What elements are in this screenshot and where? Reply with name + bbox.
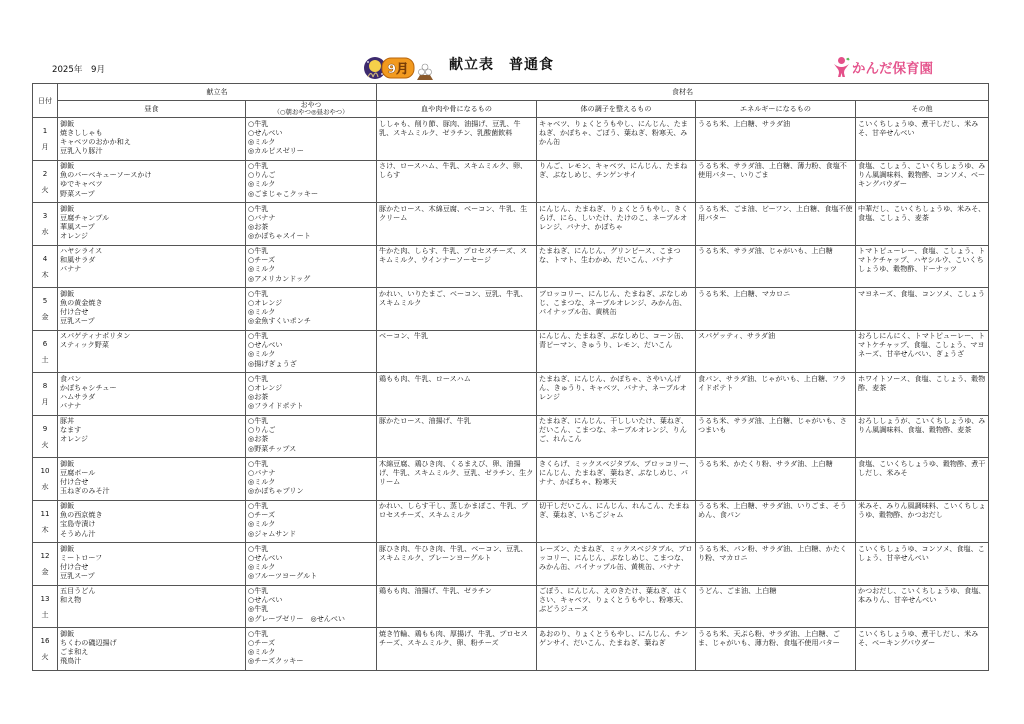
snack-item: ○牛乳 [248,628,269,638]
child-figure-logo-icon [833,56,850,78]
lunch-item: 焼きししゃも [60,127,103,137]
snack-item: ○チーズ [248,510,276,520]
weekday-label: 金 [41,312,49,322]
menu-row [33,543,989,586]
lunch-item: 御飯 [60,288,75,298]
lunch-item: 玉ねぎのみそ汁 [60,486,110,496]
lunch-item: 御飯 [60,543,75,553]
header-row [33,101,989,118]
snack-item: ○牛乳 [248,203,269,213]
menu-row [33,500,989,543]
ingredients-blood-meat-bone: かれい、いりたまご、ベーコン、豆乳、牛乳、スキムミルク [377,288,537,331]
lunch-item: スティック野菜 [60,340,109,350]
weekday-label: 水 [41,227,49,237]
snack-item: ◎お茶 [248,221,269,231]
snack-item: ◎ジャムサンド [248,528,297,538]
lunch-item: ちくわの磯辺揚げ [60,637,117,647]
header-menu-group: 献立名 [58,84,377,101]
snack-item: ○牛乳 [248,586,269,595]
badge-moon [369,60,381,72]
lunch-cell [58,330,246,373]
snack-item: ○せんべい [248,340,283,350]
ingredients-blood-meat-bone: 鶏もも肉、油揚げ、牛乳、ゼラチン [377,585,537,628]
ingredients-other: トマトピューレー、食塩、こしょう、トマトケチャップ、ハヤシルウ、こいくちしょうゆ、穀物酢、ドーナッツ [856,245,989,288]
date-number: 5 [42,296,48,306]
lunch-cell [58,245,246,288]
ingredients-blood-meat-bone: 豚かたロース、木綿豆腐、ベーコン、牛乳、生クリーム [377,203,537,246]
logo-text: かんだ保育園 [852,61,933,77]
lunch-item: オレンジ [60,434,89,444]
ingredients-other: 中華だし、こいくちしょうゆ、米みそ、食塩、こしょう、麦茶 [856,203,989,246]
date-number: 3 [42,211,48,221]
snack-item: ◎牛乳 [248,604,269,614]
lunch-item: 豚丼 [60,416,75,425]
snack-item: ○せんべい [248,595,283,605]
date-cell [33,118,58,161]
weekday-label: 火 [41,652,49,662]
logo-leaf [846,58,850,61]
snack-item: ○牛乳 [248,288,269,298]
ingredients-energy: うどん、ごま油、上白糖 [696,585,856,628]
menu-table [32,83,989,671]
ingredients-energy: 食パン、サラダ油、じゃがいも、上白糖、フライドポテト [696,373,856,416]
ingredients-other: 食塩、こしょう、こいくちしょうゆ、みりん風調味料、穀物酢、コンソメ、ベーキングパウダー [856,160,989,203]
lunch-item: 付け合せ [60,561,89,571]
snack-item: ◎ごまじゃこクッキー [248,188,319,198]
lunch-item: 五目うどん [60,586,96,595]
lunch-item: ミートローフ [60,552,103,562]
lunch-cell [58,585,246,628]
date-number: 2 [42,168,48,178]
lunch-item: キャベツのおかか和え [60,136,131,146]
snack-cell [246,373,377,416]
date-cell [33,160,58,203]
snack-item: ○りんご [248,170,276,180]
lunch-item: ハムサラダ [60,391,96,401]
ingredients-blood-meat-bone: ししゃも、削り節、豚肉、油揚げ、豆乳、牛乳、スキムミルク、ゼラチン、乳酸菌飲料 [377,118,537,161]
snack-item: ○牛乳 [248,458,269,468]
date-number: 6 [42,338,48,348]
snack-item: ◎ミルク [248,136,276,146]
date-cell [33,500,58,543]
snack-item: ◎ミルク [248,349,276,359]
lunch-item: 御飯 [60,118,75,128]
date-number: 11 [40,508,50,518]
ingredients-blood-meat-bone: ベーコン、牛乳 [377,330,537,373]
snack-item: ◎揚げぎょうざ [248,358,297,368]
snack-item: ◎野菜チップス [248,443,297,453]
header-other: その他 [856,101,989,118]
lunch-item: 食パン [60,373,82,383]
ingredients-energy: うるち米、上白糖、サラダ油 [696,118,856,161]
ingredients-other: 米みそ、みりん風調味料、こいくちしょうゆ、穀物酢、かつおだし [856,500,989,543]
ingredients-body-condition: にんじん、たまねぎ、りょくとうもやし、きくらげ、にら、しいたけ、たけのこ、ネーブルオレンジ、バナナ、かぼちゃ [537,203,696,246]
lunch-cell [58,415,246,458]
date-number: 8 [42,381,48,391]
ingredients-other: おろししょうが、こいくちしょうゆ、みりん風調味料、食塩、穀物酢、麦茶 [856,415,989,458]
menu-row [33,288,989,331]
snack-item: ◎ミルク [248,306,276,316]
ingredients-energy: うるち米、サラダ油、上白糖、薄力粉、食塩不使用バター、いりごま [696,160,856,203]
logo-head [838,57,845,64]
ingredients-energy: うるち米、天ぷら粉、サラダ油、上白糖、ごま、じゃがいも、薄力粉、食塩不使用バター [696,628,856,671]
weekday-label: 土 [41,609,49,619]
logo-body [834,64,849,77]
lunch-item: 和え物 [60,595,82,605]
snack-cell [246,628,377,671]
snack-cell [246,245,377,288]
date-number: 1 [42,126,48,136]
ingredients-body-condition: にんじん、たまねぎ、ぶなしめじ、コーン缶、青ピーマン、きゅうり、レモン、だいこん [537,330,696,373]
lunch-cell [58,458,246,501]
ingredients-other: おろしにんにく、トマトピューレー、トマトケチャップ、食塩、こしょう、マヨネーズ、甘辛せんべい、ぎょうざ [856,330,989,373]
date-number: 13 [40,593,50,603]
ingredients-other: ホワイトソース、食塩、こしょう、穀物酢、麦茶 [856,373,989,416]
menu-row [33,330,989,373]
lunch-item: 御飯 [60,161,75,170]
lunch-item: 豆腐チャンプル [60,212,110,222]
lunch-item: 豆乳スープ [60,316,95,326]
snack-item: ○りんご [248,425,276,435]
ingredients-energy: スパゲッティ、サラダ油 [696,330,856,373]
logo [833,55,933,79]
lunch-item: 魚の黄金焼き [60,297,103,307]
snack-item: ◎ミルク [248,646,276,656]
menu-row [33,203,989,246]
lunch-item: 華風スープ [60,221,95,231]
lunch-cell [58,373,246,416]
lunch-item: 飛鳥汁 [60,656,82,666]
ingredients-other: こいくちしょうゆ、コンソメ、食塩、こしょう、甘辛せんべい [856,543,989,586]
ingredients-body-condition: たまねぎ、にんじん、グリンピース、こまつな、トマト、生わかめ、だいこん、バナナ [537,245,696,288]
date-cell [33,203,58,246]
ingredients-body-condition: きくらげ、ミックスベジタブル、ブロッコリー、にんじん、たまねぎ、葉ねぎ、ぶなしめじ、バナナ、かぼちゃ、粉寒天 [537,458,696,501]
lunch-item: 付け合せ [60,476,89,486]
ingredients-body-condition: あおのり、りょくとうもやし、にんじん、チンゲンサイ、だいこん、たまねぎ、葉ねぎ [537,628,696,671]
snack-item: ◎ミルク [248,264,276,274]
header-body-condition: 体の調子を整えるもの [537,101,696,118]
lunch-cell [58,543,246,586]
header-lunch: 昼食 [58,101,246,118]
snack-item: ○バナナ [248,467,276,477]
weekday-label: 水 [41,482,49,492]
ingredients-blood-meat-bone: さけ、ロースハム、牛乳、スキムミルク、卵、しらす [377,160,537,203]
lunch-cell [58,118,246,161]
weekday-label: 木 [41,269,49,279]
ingredients-body-condition: ブロッコリー、にんじん、たまねぎ、ぶなしめじ、こまつな、ネーブルオレンジ、みかん缶、パイナップル缶、黄桃缶 [537,288,696,331]
menu-row [33,628,989,671]
weekday-label: 月 [41,397,49,407]
date-number: 12 [40,551,50,561]
date-number: 10 [40,466,50,476]
snack-item: ◎フライドポテト [248,401,304,411]
ingredients-body-condition: りんご、レモン、キャベツ、にんじん、たまねぎ、ぶなしめじ、チンゲンサイ [537,160,696,203]
ingredients-energy: うるち米、かたくり粉、サラダ油、上白糖 [696,458,856,501]
snack-cell [246,458,377,501]
ingredients-body-condition: たまねぎ、にんじん、干ししいたけ、葉ねぎ、だいこん、こまつな、ネーブルオレンジ、りんご、れんこん [537,415,696,458]
lunch-cell [58,160,246,203]
weekday-label: 木 [41,524,49,534]
year-month: 2025年 9月 [52,65,106,75]
header-energy: エネルギーになるもの [696,101,856,118]
weekday-label: 月 [41,142,49,152]
snack-item: ○チーズ [248,637,276,647]
lunch-item: 豆乳スープ [60,571,95,581]
header-ingredients-group: 食材名 [377,84,989,101]
snack-item: ◎チーズクッキー [248,656,304,666]
header-blood-meat-bone: 血や肉や骨になるもの [377,101,537,118]
ingredients-body-condition: レーズン、たまねぎ、ミックスベジタブル、ブロッコリー、にんじん、ぶなしめじ、こまつな、みかん缶、パイナップル缶、黄桃缶、バナナ [537,543,696,586]
lunch-item: 御飯 [60,458,75,468]
lunch-item: 野菜スープ [60,188,95,198]
ingredients-blood-meat-bone: 豚ひき肉、牛ひき肉、牛乳、ベーコン、豆乳、スキムミルク、プレーンヨーグルト [377,543,537,586]
snack-item: ○牛乳 [248,331,269,340]
dango-stand [417,75,433,80]
lunch-item: 和風サラダ [60,255,96,265]
ingredients-energy: うるち米、パン粉、サラダ油、上白糖、かたくり粉、マカロニ [696,543,856,586]
date-number: 9 [42,423,48,433]
menu-row [33,373,989,416]
lunch-cell [58,628,246,671]
ingredients-body-condition: 切干しだいこん、にんじん、れんこん、たまねぎ、葉ねぎ、いちごジャム [537,500,696,543]
lunch-item: 宝島寺漬け [60,519,96,529]
snack-item: ○バナナ [248,212,276,222]
lunch-item: ゆでキャベツ [60,179,103,189]
ingredients-blood-meat-bone: 豚かたロース、油揚げ、牛乳 [377,415,537,458]
ingredients-body-condition: キャベツ、りょくとうもやし、にんじん、たまねぎ、かぼちゃ、ごぼう、葉ねぎ、粉寒天、みかん缶 [537,118,696,161]
ingredients-energy: うるち米、上白糖、サラダ油、いりごま、そうめん、食パン [696,500,856,543]
snack-item: ○牛乳 [248,416,269,425]
lunch-item: ごま和え [60,646,89,656]
lunch-item: 御飯 [60,203,75,213]
lunch-item: なます [60,425,82,435]
snack-cell [246,415,377,458]
weekday-label: 火 [41,439,49,449]
date-cell [33,585,58,628]
header-row [33,84,989,101]
menu-row [33,118,989,161]
tsukimi-moon-badge-icon [363,55,435,81]
header-snack-note: （○朝おやつ◎昼おやつ） [273,108,349,117]
snack-cell [246,585,377,628]
ingredients-other: こいくちしょうゆ、煮干しだし、米みそ、ベーキングパウダー [856,628,989,671]
menu-row [33,415,989,458]
snack-item: ○オレンジ [248,382,283,392]
menu-row [33,245,989,288]
ingredients-blood-meat-bone: 鶏もも肉、牛乳、ロースハム [377,373,537,416]
date-cell [33,543,58,586]
snack-item: ◎かぼちゃプリン [248,486,304,496]
ingredients-energy: うるち米、サラダ油、じゃがいも、上白糖 [696,245,856,288]
ingredients-body-condition: ごぼう、にんじん、えのきたけ、葉ねぎ、はくさい、キャベツ、りょくとうもやし、粉寒天、ぶどうジュース [537,585,696,628]
snack-item: ◎お茶 [248,434,269,444]
snack-cell [246,330,377,373]
lunch-cell [58,288,246,331]
date-cell [33,373,58,416]
date-number: 16 [40,636,50,646]
ingredients-other: こいくちしょうゆ、煮干しだし、米みそ、甘辛せんべい [856,118,989,161]
page-title: 献立表 普通食 [449,57,554,73]
ingredients-body-condition: たまねぎ、にんじん、かぼちゃ、さやいんげん、きゅうり、キャベツ、バナナ、ネーブルオレンジ [537,373,696,416]
menu-row [33,160,989,203]
snack-item: ◎ミルク [248,561,276,571]
lunch-item: 御飯 [60,628,75,638]
ingredients-energy: うるち米、上白糖、マカロニ [696,288,856,331]
badge-label: 9月 [387,61,409,76]
lunch-item: 魚の西京焼き [60,510,103,520]
lunch-item: 豆乳入り豚汁 [60,146,103,156]
snack-cell [246,118,377,161]
snack-item: ◎かぼちゃスイート [248,231,311,241]
snack-item: ◎ミルク [248,476,276,486]
lunch-item: 御飯 [60,501,75,510]
date-cell [33,628,58,671]
snack-item: ○牛乳 [248,161,269,170]
lunch-item: スパゲティナポリタン [60,331,131,340]
date-cell [33,458,58,501]
lunch-item: 豆腐ボール [60,467,96,477]
snack-item: ○せんべい [248,552,283,562]
snack-cell [246,203,377,246]
snack-item: ○牛乳 [248,373,269,383]
ingredients-other: 食塩、こいくちしょうゆ、穀物酢、煮干しだし、米みそ [856,458,989,501]
lunch-item: そうめん汁 [60,528,96,538]
date-cell [33,415,58,458]
snack-item: ○牛乳 [248,246,269,255]
menu-row [33,585,989,628]
ingredients-other: かつおだし、こいくちしょうゆ、食塩、本みりん、甘辛せんべい [856,585,989,628]
date-number: 4 [42,253,48,263]
snack-item: ○オレンジ [248,297,283,307]
ingredients-blood-meat-bone: 焼き竹輪、鶏もも肉、厚揚げ、牛乳、プロセスチーズ、スキムミルク、卵、粉チーズ [377,628,537,671]
weekday-label: 金 [41,567,49,577]
lunch-item: ハヤシライス [60,246,103,255]
lunch-cell [58,500,246,543]
snack-cell [246,500,377,543]
badge-star [367,61,369,63]
lunch-item: 魚のバーベキューソースかけ [60,170,152,180]
snack-cell [246,288,377,331]
lunch-cell [58,203,246,246]
header-snack-cell [246,101,377,118]
snack-item: ◎フルーツヨーグルト [248,571,318,581]
snack-item: ◎お茶 [248,391,269,401]
lunch-item: オレンジ [60,231,89,241]
snack-item: ○牛乳 [248,543,269,553]
snack-cell [246,160,377,203]
menu-row [33,458,989,501]
snack-item: ◎ミルク [248,519,276,529]
snack-item: ◎グレープゼリー ◎せんべい [248,613,345,623]
lunch-item: 付け合せ [60,306,89,316]
lunch-item: バナナ [60,401,82,411]
snack-item: ○牛乳 [248,501,269,510]
header-date: 日付 [33,84,58,118]
snack-cell [246,543,377,586]
ingredients-energy: うるち米、サラダ油、上白糖、じゃがいも、さつまいも [696,415,856,458]
weekday-label: 火 [41,184,49,194]
snack-item: ◎カルピスゼリー [248,146,304,156]
lunch-item: かぼちゃシチュー [60,382,117,392]
snack-item: ◎ミルク [248,179,276,189]
weekday-label: 土 [41,354,49,364]
date-cell [33,330,58,373]
snack-item: ○チーズ [248,255,276,265]
snack-item: ◎金魚すくいポンチ [248,316,311,326]
lunch-item: バナナ [60,264,82,274]
header-snack: おやつ [300,100,322,109]
ingredients-energy: うるち米、ごま油、ビーフン、上白糖、食塩不使用バター [696,203,856,246]
snack-item: ○牛乳 [248,118,269,128]
snack-item: ○せんべい [248,127,283,137]
date-cell [33,245,58,288]
snack-item: ◎アメリカンドッグ [248,273,311,283]
ingredients-blood-meat-bone: 牛かた肉、しらす、牛乳、プロセスチーズ、スキムミルク、ウインナーソーセージ [377,245,537,288]
dango-ball [422,64,428,70]
date-cell [33,288,58,331]
ingredients-blood-meat-bone: 木綿豆腐、鶏ひき肉、くるまえび、卵、油揚げ、牛乳、スキムミルク、豆乳、ゼラチン、生クリーム [377,458,537,501]
ingredients-other: マヨネーズ、食塩、コンソメ、こしょう [856,288,989,331]
ingredients-blood-meat-bone: かれい、しらす干し、蒸しかまぼこ、牛乳、プロセスチーズ、スキムミルク [377,500,537,543]
